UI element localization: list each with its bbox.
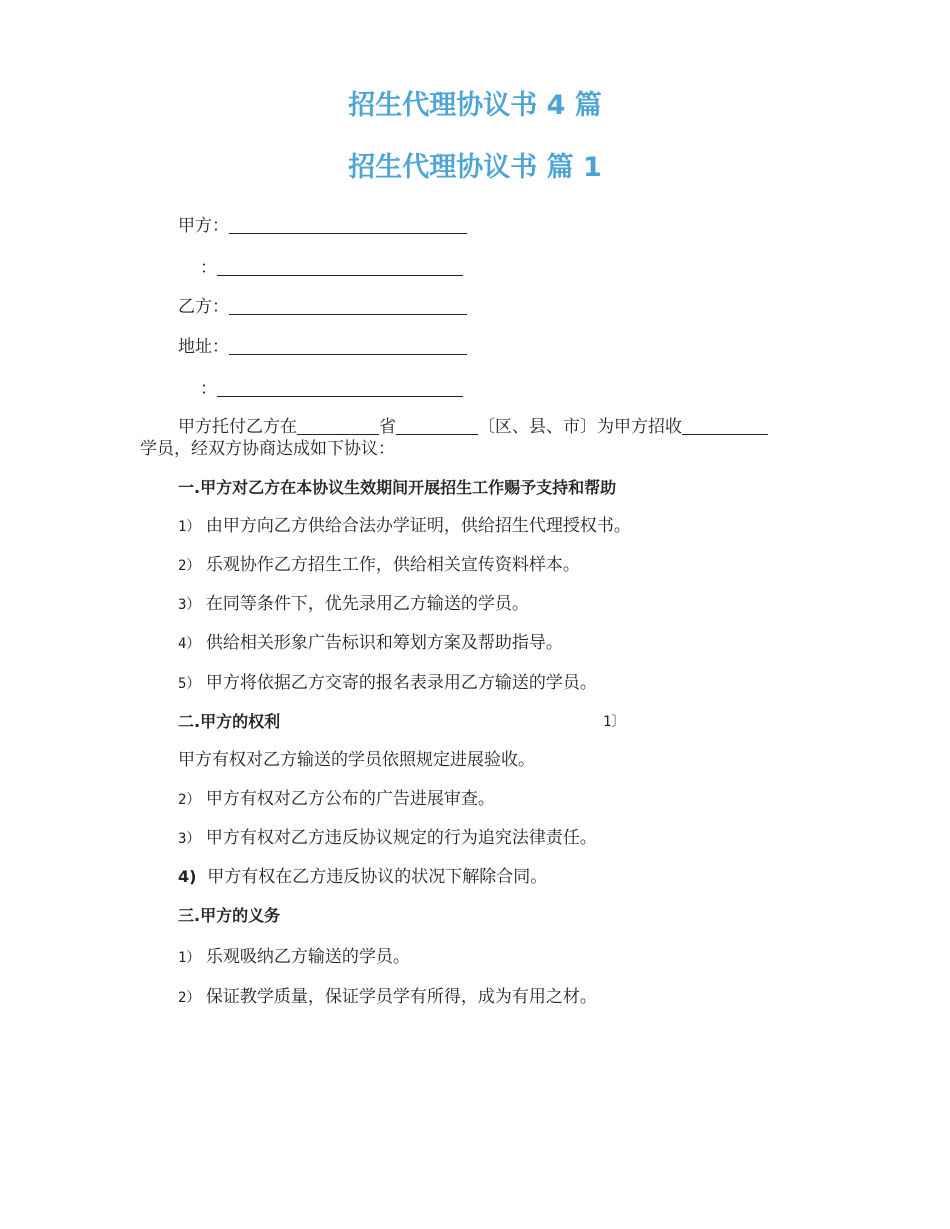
party-b-field — [178, 295, 467, 319]
section-2-heading: 二.甲方的权利 — [178, 712, 281, 731]
intro-text-1: 甲方托付乙方在 — [178, 417, 297, 437]
section-3-heading: 三.甲方的义务 — [178, 906, 281, 925]
item-text: 甲方将依据乙方交寄的报名表录用乙方输送的学员。 — [205, 673, 597, 693]
item-number: 3） — [178, 597, 201, 613]
address-field — [178, 335, 467, 359]
address-blank[interactable] — [229, 336, 467, 355]
stray-item-number: 1〕 — [603, 714, 626, 730]
address-extra-blank[interactable] — [217, 378, 463, 397]
address-extra-label: ： — [200, 379, 217, 399]
list-item: 甲方有权对乙方输送的学员依照规定进展验收。 — [178, 750, 535, 770]
intro-text-2: 省 — [379, 417, 396, 437]
item-text: 甲方有权对乙方违反协议规定的行为追究法律责任。 — [205, 828, 597, 848]
list-item — [178, 945, 410, 970]
province-blank[interactable] — [297, 416, 379, 435]
party-a-extra-field — [200, 256, 463, 280]
item-text: 甲方有权对乙方公布的广告进展审查。 — [205, 789, 495, 809]
list-item — [178, 671, 597, 696]
document-title: 招生代理协议书 4 篇 — [348, 90, 602, 121]
item-text: 供给相关形象广告标识和筹划方案及帮助指导。 — [205, 633, 563, 653]
list-item — [178, 865, 547, 889]
item-number: 1） — [178, 519, 201, 535]
list-item — [178, 985, 597, 1010]
item-text: 在同等条件下，优先录用乙方输送的学员。 — [205, 594, 529, 614]
item-text: 乐观吸纳乙方输送的学员。 — [205, 947, 410, 967]
item-text: 乐观协作乙方招生工作，供给相关宣传资料样本。 — [205, 555, 580, 575]
list-item — [178, 514, 631, 539]
party-a-extra-blank[interactable] — [217, 257, 463, 276]
item-text: 保证教学质量，保证学员学有所得，成为有用之材。 — [205, 987, 597, 1007]
address-extra-field — [200, 377, 463, 401]
item-number: 2） — [178, 990, 201, 1006]
party-a-field — [178, 214, 467, 238]
intro-text-3: 〔区、县、市〕为甲方招收 — [478, 417, 682, 437]
item-number: 3） — [178, 831, 201, 847]
intro-line-2: 学员，经双方协商达成如下协议： — [140, 439, 395, 459]
section-1-heading: 一.甲方对乙方在本协议生效期间开展招生工作赐予支持和帮助 — [178, 478, 617, 497]
item-number: 4) — [178, 867, 197, 886]
party-b-label: 乙方： — [178, 297, 229, 317]
party-a-label: 甲方： — [178, 216, 229, 236]
student-count-blank[interactable] — [682, 416, 768, 435]
item-number: 2） — [178, 558, 201, 574]
list-item — [178, 631, 563, 656]
party-a-blank[interactable] — [229, 215, 467, 234]
party-a-extra-label: ： — [200, 258, 217, 278]
section-title: 招生代理协议书 篇 1 — [348, 152, 602, 183]
list-item — [178, 787, 495, 812]
address-label: 地址： — [178, 337, 229, 357]
intro-line-1 — [178, 415, 768, 439]
item-number: 4） — [178, 636, 201, 652]
list-item — [178, 592, 529, 617]
district-blank[interactable] — [396, 416, 478, 435]
list-item — [178, 553, 580, 578]
item-number: 1） — [178, 950, 201, 966]
list-item — [178, 826, 597, 851]
item-number: 5） — [178, 676, 201, 692]
item-text: 甲方有权在乙方违反协议的状况下解除合同。 — [207, 867, 548, 887]
item-text: 由甲方向乙方供给合法办学证明，供给招生代理授权书。 — [205, 516, 631, 536]
item-number: 2） — [178, 792, 201, 808]
party-b-blank[interactable] — [229, 296, 467, 315]
